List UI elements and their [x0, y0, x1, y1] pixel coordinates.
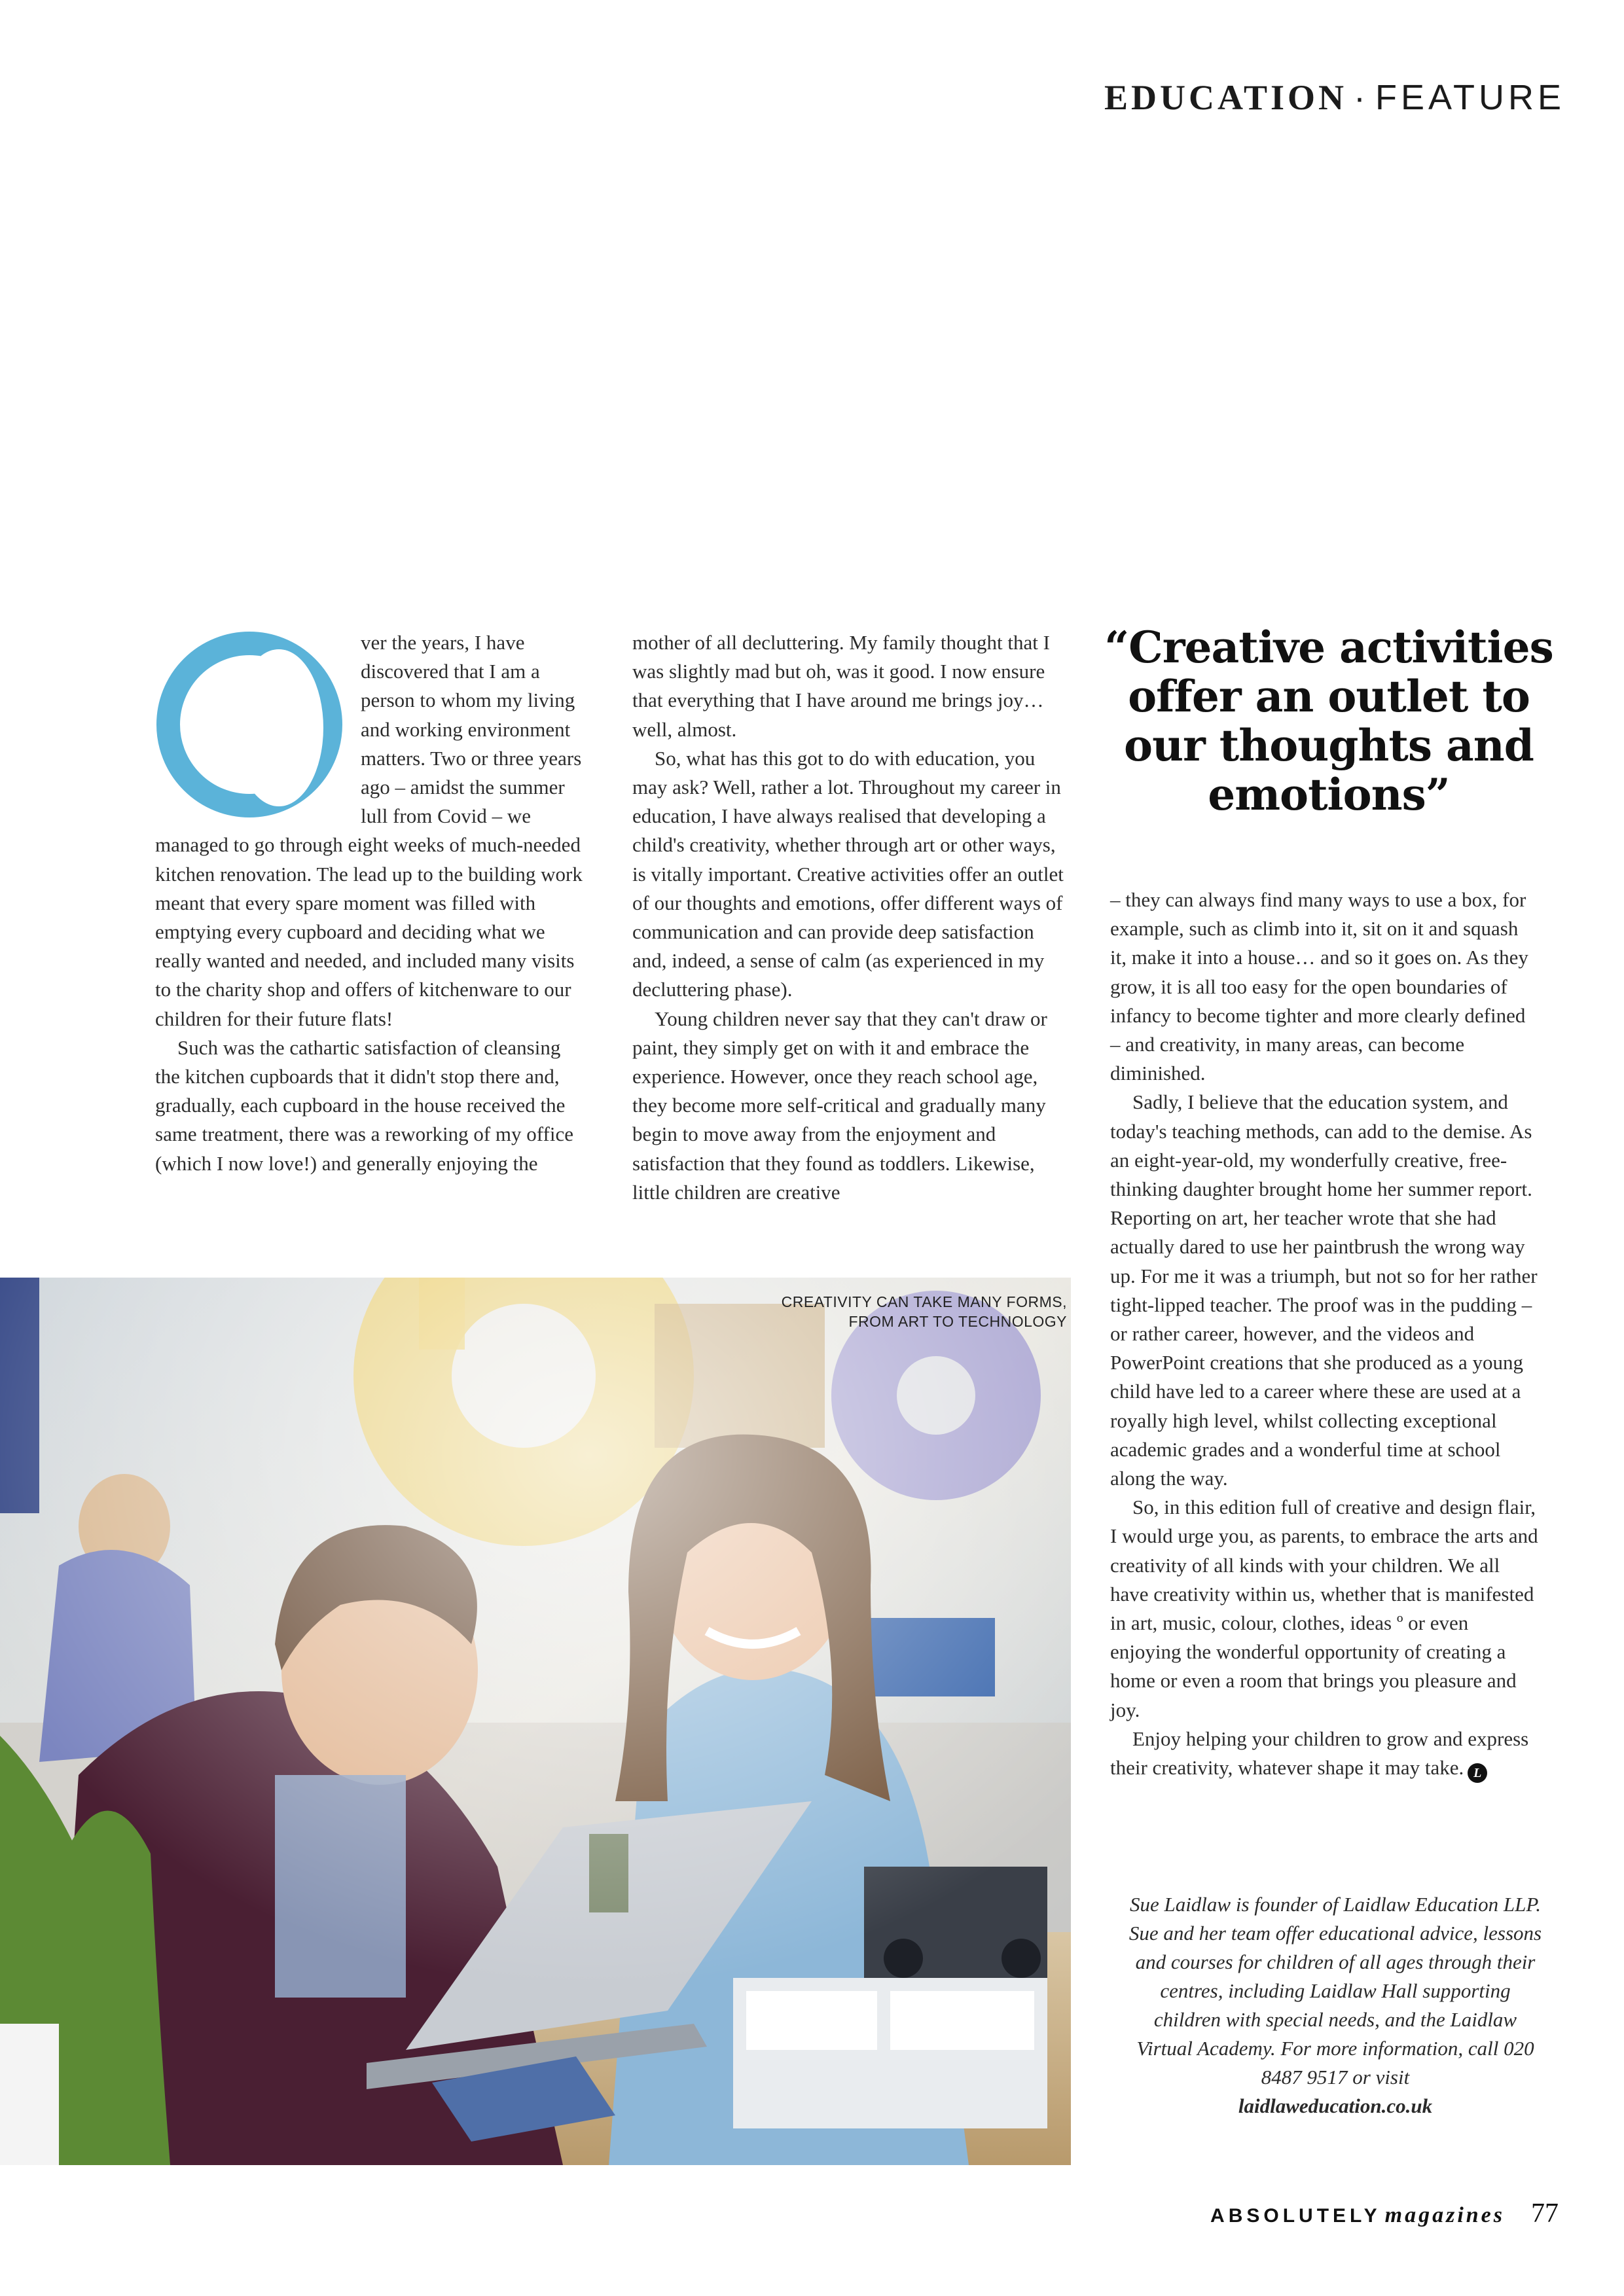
- paragraph-final: [1110, 1725, 1539, 1783]
- article-column-1: [155, 628, 584, 1178]
- article-column-3: [1110, 886, 1539, 1783]
- paragraph: Such was the cathartic satisfaction of cleansing the kitchen cupboards that it didn't stop there and, gradually, each cupboard in the house received the same treatment, there was a reworking of my office (which I now love!) and generally enjoying the: [155, 1035, 573, 1175]
- paragraph: So, what has this got to do with education, you may ask? Well, rather a lot. Throughout my career in education, I have always realised that developing a child's creativity, whether through art or other ways, is vitally important. Creative activities offer an outlet of our thoughts and emotions, offer different ways of communication and can provide deep satisfaction and, indeed, a sense of calm (as experienced in my decluttering phase).: [632, 746, 1064, 1001]
- photo-caption: CREATIVITY CAN TAKE MANY FORMS, FROM ART TO TECHNOLOGY: [781, 1293, 1067, 1330]
- section-header: [1104, 77, 1565, 118]
- paragraph: mother of all decluttering. My family thought that I was slightly mad but oh, was it good. I now ensure that everything that I have around me brings joy… well, almost.: [632, 631, 1050, 741]
- paragraph: – they can always find many ways to use a box, for example, such as climb into it, sit on it and squash it, make it into a house… and so it goes on. As they grow, it is all too easy for the open boundaries of infancy to become tighter and more clearly defined – and creativity, in many areas, can become diminished.: [1110, 888, 1528, 1085]
- header-separator: ·: [1354, 78, 1369, 117]
- paragraph: So, in this edition full of creative and design flair, I would urge you, as parents, to embrace the arts and creativity of all kinds with your children. We all have creativity within us, whether that is manifested in art, music, colour, clothes, ideas º or even enjoying the wonderful opportunity of creating a home or even a room that brings you pleasure and joy.: [1110, 1496, 1538, 1721]
- magazine-brand: ABSOLUTELY: [1210, 2205, 1381, 2227]
- author-bio-text: Sue Laidlaw is founder of Laidlaw Education LLP. Sue and her team offer educational advice, lessons and courses for children of all ages through their centres, including Laidlaw Hall supporting children with special needs, and the Laidlaw Virtual Academy. For more information, call 020 8487 9517 or visit: [1128, 1893, 1542, 2089]
- section-kind: FEATURE: [1375, 78, 1565, 117]
- drop-cap-o-shape: [151, 630, 348, 819]
- section-name: EDUCATION: [1104, 78, 1347, 117]
- end-mark-icon: L: [1468, 1763, 1487, 1783]
- paragraph: Young children never say that they can't draw or paint, they simply get on with it and embrace the experience. However, once they reach school age, they become more self-critical and gradually many begin to move away from the enjoyment and satisfaction that they found as toddlers. Likewise, little children are creative: [632, 1007, 1047, 1204]
- author-website-link[interactable]: laidlaweducation.co.uk: [1238, 2094, 1433, 2117]
- classroom-photo-illustration: [0, 1278, 1071, 2165]
- feature-photo: [0, 1278, 1071, 2165]
- page-footer: [1210, 2198, 1559, 2229]
- article-column-2: [632, 628, 1068, 1207]
- author-bio: [1126, 1890, 1545, 2121]
- page-number: 77: [1531, 2198, 1559, 2229]
- pull-quote: “Creative activities offer an outlet to our thoughts and emotions”: [1104, 622, 1553, 820]
- drop-cap: [151, 630, 348, 819]
- paragraph-final-text: Enjoy helping your children to grow and express their creativity, whatever shape it may take.: [1110, 1727, 1529, 1780]
- magazine-brand-sub: magazines: [1384, 2203, 1505, 2227]
- paragraph: Sadly, I believe that the education system, and today's teaching methods, can add to the demise. As an eight-year-old, my wonderfully creative, free-thinking daughter brought home her summer report. Reporting on art, her teacher wrote that she had actually dared to use her paintbrush the wrong way up. For me it was a triumph, but not so for her rather tight-lipped teacher. The proof was in the pudding – or rather career, however, and the videos and PowerPoint creations that she produced as a young child have led to a career where these are used at a royally high level, whilst collecting exceptional academic grades and a wonderful time at school along the way.: [1110, 1090, 1538, 1490]
- paragraph: ver the years, I have discovered that I am a person to whom my living and working environment matters. Two or three years ago – amidst the summer lull from Covid – we managed to go through eight weeks of much-needed kitchen renovation. The lead up to the building work meant that every spare moment was filled with emptying every cupboard and deciding what we really wanted and needed, and included many visits to the charity shop and offers of kitchenware to our children for their future flats!: [155, 631, 583, 1030]
